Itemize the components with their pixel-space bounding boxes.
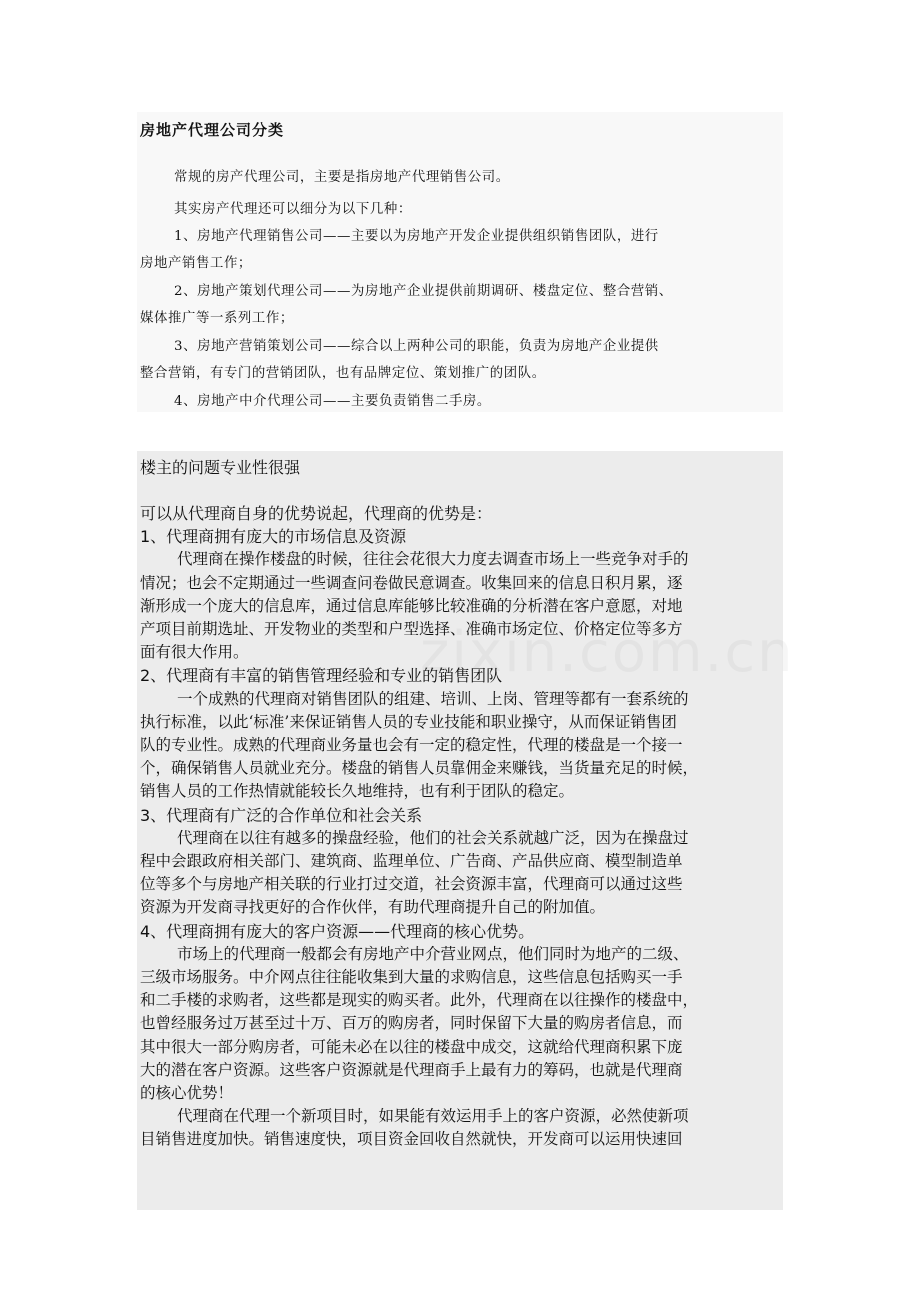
paragraph-line: 位等多个与房地产相关联的行业打过交道，社会资源丰富，代理商可以通过这些 bbox=[140, 875, 683, 894]
section-1-line: 1、房地产代理销售公司——主要以为房地产开发企业提供组织销售团队，进行 bbox=[174, 229, 659, 244]
paragraph-line: 市场上的代理商一般都会有房地产中介营业网点，他们同时为地产的二级、 bbox=[177, 944, 689, 963]
section-1-line: 3、房地产营销策划公司——综合以上两种公司的职能，负责为房地产企业提供 bbox=[174, 339, 659, 354]
paragraph-line: 三级市场服务。中介网点往往能收集到大量的求购信息，这些信息包括购买一手 bbox=[140, 968, 683, 986]
paragraph-line: 渐形成一个庞大的信息库，通过信息库能够比较准确的分析潜在客户意愿，对地 bbox=[140, 596, 683, 615]
item-heading: 1、代理商拥有庞大的市场信息及资源 bbox=[140, 527, 407, 547]
item-paragraph bbox=[140, 548, 780, 664]
paragraph-line: 大的潜在客户资源。这些客户资源就是代理商手上最有力的筹码，也就是代理商 bbox=[140, 1060, 683, 1079]
paragraph-line: 面有很大作用。 bbox=[140, 643, 249, 662]
paragraph-line: 队的专业性。成熟的代理商业务量也会有一定的稳定性，代理的楼盘是一个接一 bbox=[140, 736, 683, 754]
item-heading: 3、代理商有广泛的合作单位和社会关系 bbox=[140, 805, 423, 825]
section-1-paragraph bbox=[140, 196, 780, 223]
paragraph-line: 个，确保销售人员就业充分。楼盘的销售人员靠佣金来赚钱，当货量充足的时候， bbox=[140, 759, 699, 778]
item-paragraph bbox=[140, 827, 780, 920]
section-2 bbox=[137, 451, 783, 1210]
paragraph-line: 其中很大一部分购房者，可能未必在以往的楼盘中成交，这就给代理商积累下庞 bbox=[140, 1037, 683, 1056]
item-paragraph bbox=[140, 943, 780, 1105]
paragraph-line: 代理商在以往有越多的操盘经验，他们的社会关系就越广泛，因为在操盘过 bbox=[177, 828, 689, 847]
item-paragraph bbox=[140, 1105, 780, 1151]
section-1-line: 其实房产代理还可以细分为以下几种： bbox=[174, 202, 412, 217]
section-1-line: 房地产销售工作； bbox=[140, 256, 252, 271]
section-1-paragraph bbox=[140, 278, 780, 332]
paragraph-line: 的核心优势！ bbox=[140, 1084, 234, 1103]
paragraph-line: 代理商在操作楼盘的时候，往往会花很大力度去调查市场上一些竞争对手的 bbox=[177, 550, 689, 569]
paragraph-line: 执行标准，以此‘标准’来保证销售人员的专业技能和职业操守，从而保证销售团 bbox=[140, 712, 677, 731]
paragraph-line: 和二手楼的求购者，这些都是现实的购买者。此外，代理商在以往操作的楼盘中， bbox=[140, 991, 699, 1010]
section-1-paragraph bbox=[140, 388, 780, 415]
section-1 bbox=[137, 112, 783, 412]
section-1-paragraph bbox=[140, 333, 780, 387]
item-heading: 2、代理商有丰富的销售管理经验和专业的销售团队 bbox=[140, 666, 503, 686]
item-heading: 4、代理商拥有庞大的客户资源——代理商的核心优势。 bbox=[140, 921, 535, 941]
section-2-header: 楼主的问题专业性很强 bbox=[140, 458, 301, 477]
section-1-line: 常规的房产代理公司，主要是指房地产代理销售公司。 bbox=[174, 170, 510, 185]
section-1-title: 房地产代理公司分类 bbox=[140, 121, 285, 139]
section-2-intro: 可以从代理商自身的优势说起，代理商的优势是： bbox=[140, 504, 493, 523]
paragraph-line: 目销售进度加快。销售速度快，项目资金回收自然就快，开发商可以运用快速回 bbox=[140, 1130, 683, 1149]
paragraph-line: 也曾经服务过万甚至过十万、百万的购房者，同时保留下大量的购房者信息，而 bbox=[140, 1014, 683, 1033]
paragraph-line: 程中会跟政府相关部门、建筑商、监理单位、广告商、产品供应商、模型制造单 bbox=[140, 852, 683, 870]
section-1-line: 整合营销，有专门的营销团队，也有品牌定位、策划推广的团队。 bbox=[140, 366, 546, 381]
section-1-line: 2、房地产策划代理公司——为房地产企业提供前期调研、楼盘定位、整合营销、 bbox=[174, 284, 673, 299]
section-1-line: 媒体推广等一系列工作； bbox=[140, 311, 294, 326]
paragraph-line: 情况；也会不定期通过一些调查问卷做民意调查。收集回来的信息日积月累，逐 bbox=[140, 573, 683, 592]
item-paragraph bbox=[140, 688, 780, 804]
paragraph-line: 销售人员的工作热情就能较长久地维持，也有利于团队的稳定。 bbox=[140, 782, 575, 801]
paragraph-line: 一个成熟的代理商对销售团队的组建、培训、上岗、管理等都有一套系统的 bbox=[177, 689, 689, 708]
paragraph-line: 代理商在代理一个新项目时，如果能有效运用手上的客户资源，必然使新项 bbox=[177, 1107, 689, 1126]
paragraph-line: 资源为开发商寻找更好的合作伙伴，有助代理商提升自己的附加值。 bbox=[140, 898, 606, 917]
paragraph-line: 产项目前期选址、开发物业的类型和户型选择、准确市场定位、价格定位等多方 bbox=[140, 620, 683, 638]
section-1-line: 4、房地产中介代理公司——主要负责销售二手房。 bbox=[174, 394, 491, 409]
section-1-paragraph bbox=[140, 223, 780, 277]
section-1-paragraph bbox=[140, 164, 780, 191]
